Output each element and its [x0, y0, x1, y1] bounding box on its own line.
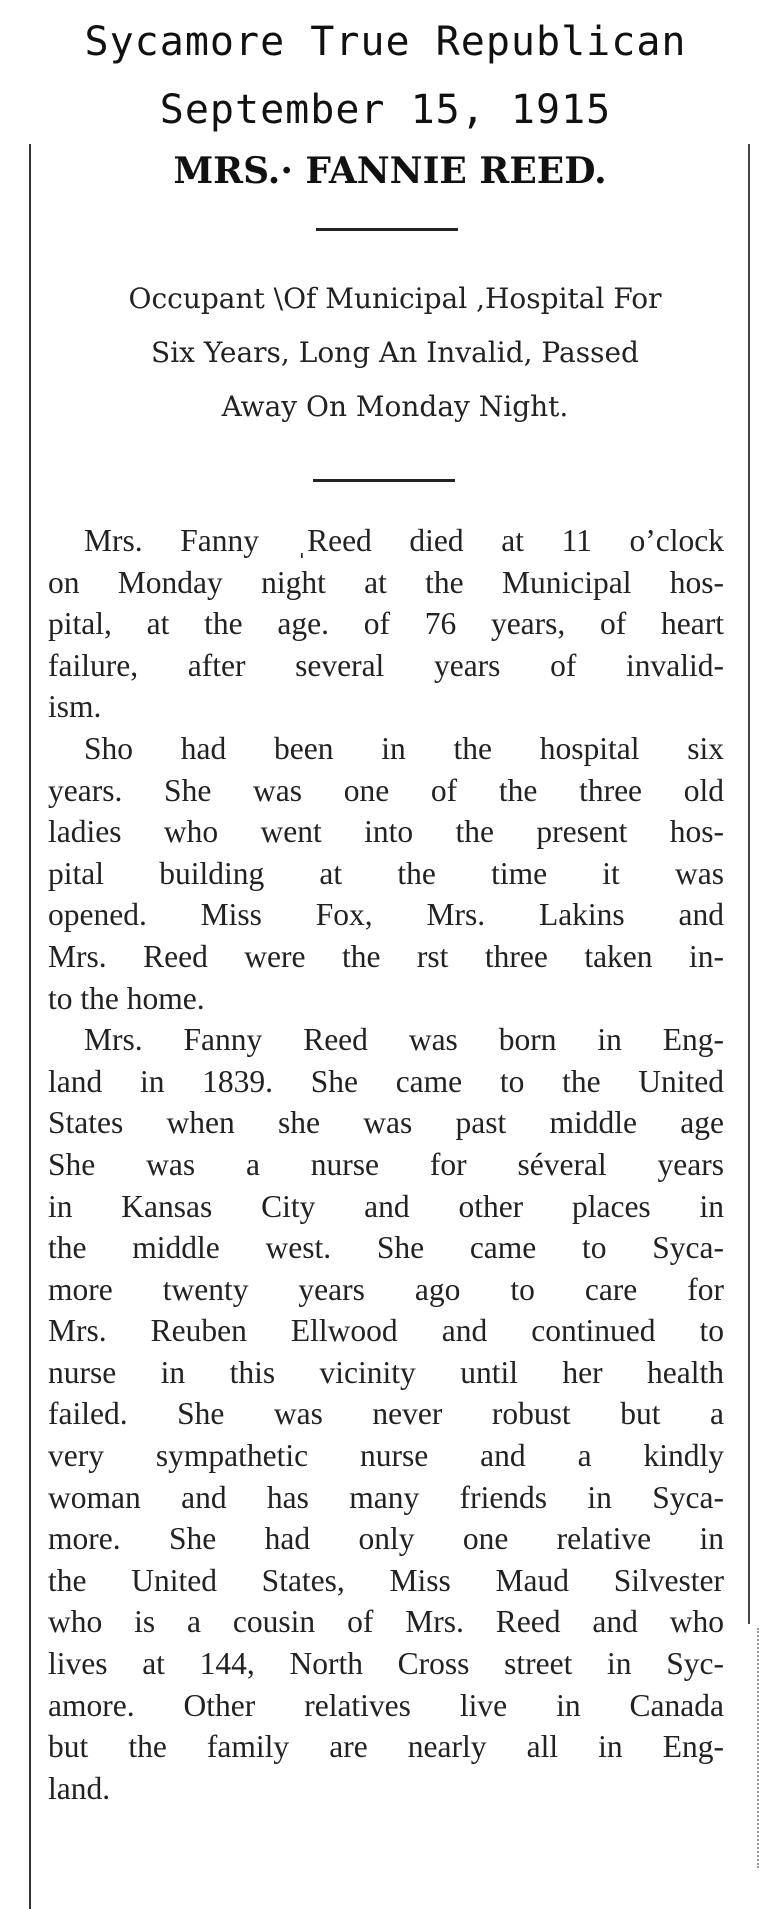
- text-line: She was a nurse for séveral years: [48, 1146, 724, 1182]
- text-line: States when she was past middle age: [48, 1105, 724, 1141]
- text-line: Mrs. Reed were the rst three taken in-: [48, 938, 724, 974]
- text-line: more twenty years ago to care for: [48, 1271, 724, 1307]
- article-paragraph: [48, 1019, 724, 1809]
- article-paragraph: [48, 728, 724, 1019]
- text-line: ladies who went into the present hos-: [48, 814, 724, 850]
- headline-divider: [316, 228, 458, 231]
- article-body: [48, 520, 724, 1809]
- text-line: Mrs. Reuben Ellwood and continued to: [48, 1313, 724, 1349]
- subheadline-line: Six Years, Long An Invalid, Passed: [151, 336, 639, 369]
- text-line: lives at 144, North Cross street in Syc-: [48, 1646, 724, 1682]
- source-publication: Sycamore True Republican: [84, 19, 687, 65]
- text-line: but the family are nearly all in Eng-: [48, 1729, 724, 1765]
- text-line: nurse in this vicinity until her health: [48, 1354, 724, 1390]
- source-date: September 15, 1915: [159, 87, 612, 133]
- text-line: more. She had only one relative in: [48, 1521, 724, 1557]
- text-line: pital, at the age. of 76 years, of heart: [48, 606, 724, 642]
- text-line: land in 1839. She came to the United: [48, 1063, 724, 1099]
- article-headline: MRS.· FANNIE REED.: [173, 150, 607, 192]
- text-line: in Kansas City and other places in: [48, 1188, 724, 1224]
- text-line: opened. Miss Fox, Mrs. Lakins and: [48, 897, 724, 933]
- text-line: on Monday night at the Municipal hos-: [48, 564, 724, 600]
- subheadline-line: Away On Monday Night.: [221, 390, 569, 423]
- column-rule-right: [748, 144, 750, 1624]
- text-line: the United States, Miss Maud Silvester: [48, 1562, 724, 1598]
- text-line: years. She was one of the three old: [48, 772, 724, 808]
- article-subheadline: [50, 272, 740, 434]
- text-line: failure, after several years of invalid-: [48, 647, 724, 683]
- text-line: amore. Other relatives live in Canada: [48, 1687, 724, 1723]
- text-line: pital building at the time it was: [48, 855, 724, 891]
- article-paragraph: [48, 520, 724, 728]
- text-line: Mrs. Fanny Reed was born in Eng-: [84, 1022, 724, 1058]
- text-line: Mrs. Fanny ˌReed died at 11 o’clock: [84, 523, 724, 558]
- text-line: to the home.: [48, 980, 205, 1016]
- column-rule-right-dotted: [757, 1628, 759, 1868]
- text-line: land.: [48, 1770, 111, 1806]
- text-line: Sho had been in the hospital six: [84, 730, 724, 766]
- text-line: woman and has many friends in Syca-: [48, 1479, 724, 1515]
- text-line: ism.: [48, 689, 102, 725]
- text-line: failed. She was never robust but a: [48, 1396, 724, 1432]
- subheadline-divider: [313, 479, 455, 482]
- text-line: who is a cousin of Mrs. Reed and who: [48, 1604, 724, 1640]
- column-rule-left: [29, 144, 31, 1909]
- text-line: very sympathetic nurse and a kindly: [48, 1438, 724, 1474]
- text-line: the middle west. She came to Syca-: [48, 1230, 724, 1266]
- subheadline-line: Occupant \Of Municipal ,Hospital For: [128, 282, 662, 315]
